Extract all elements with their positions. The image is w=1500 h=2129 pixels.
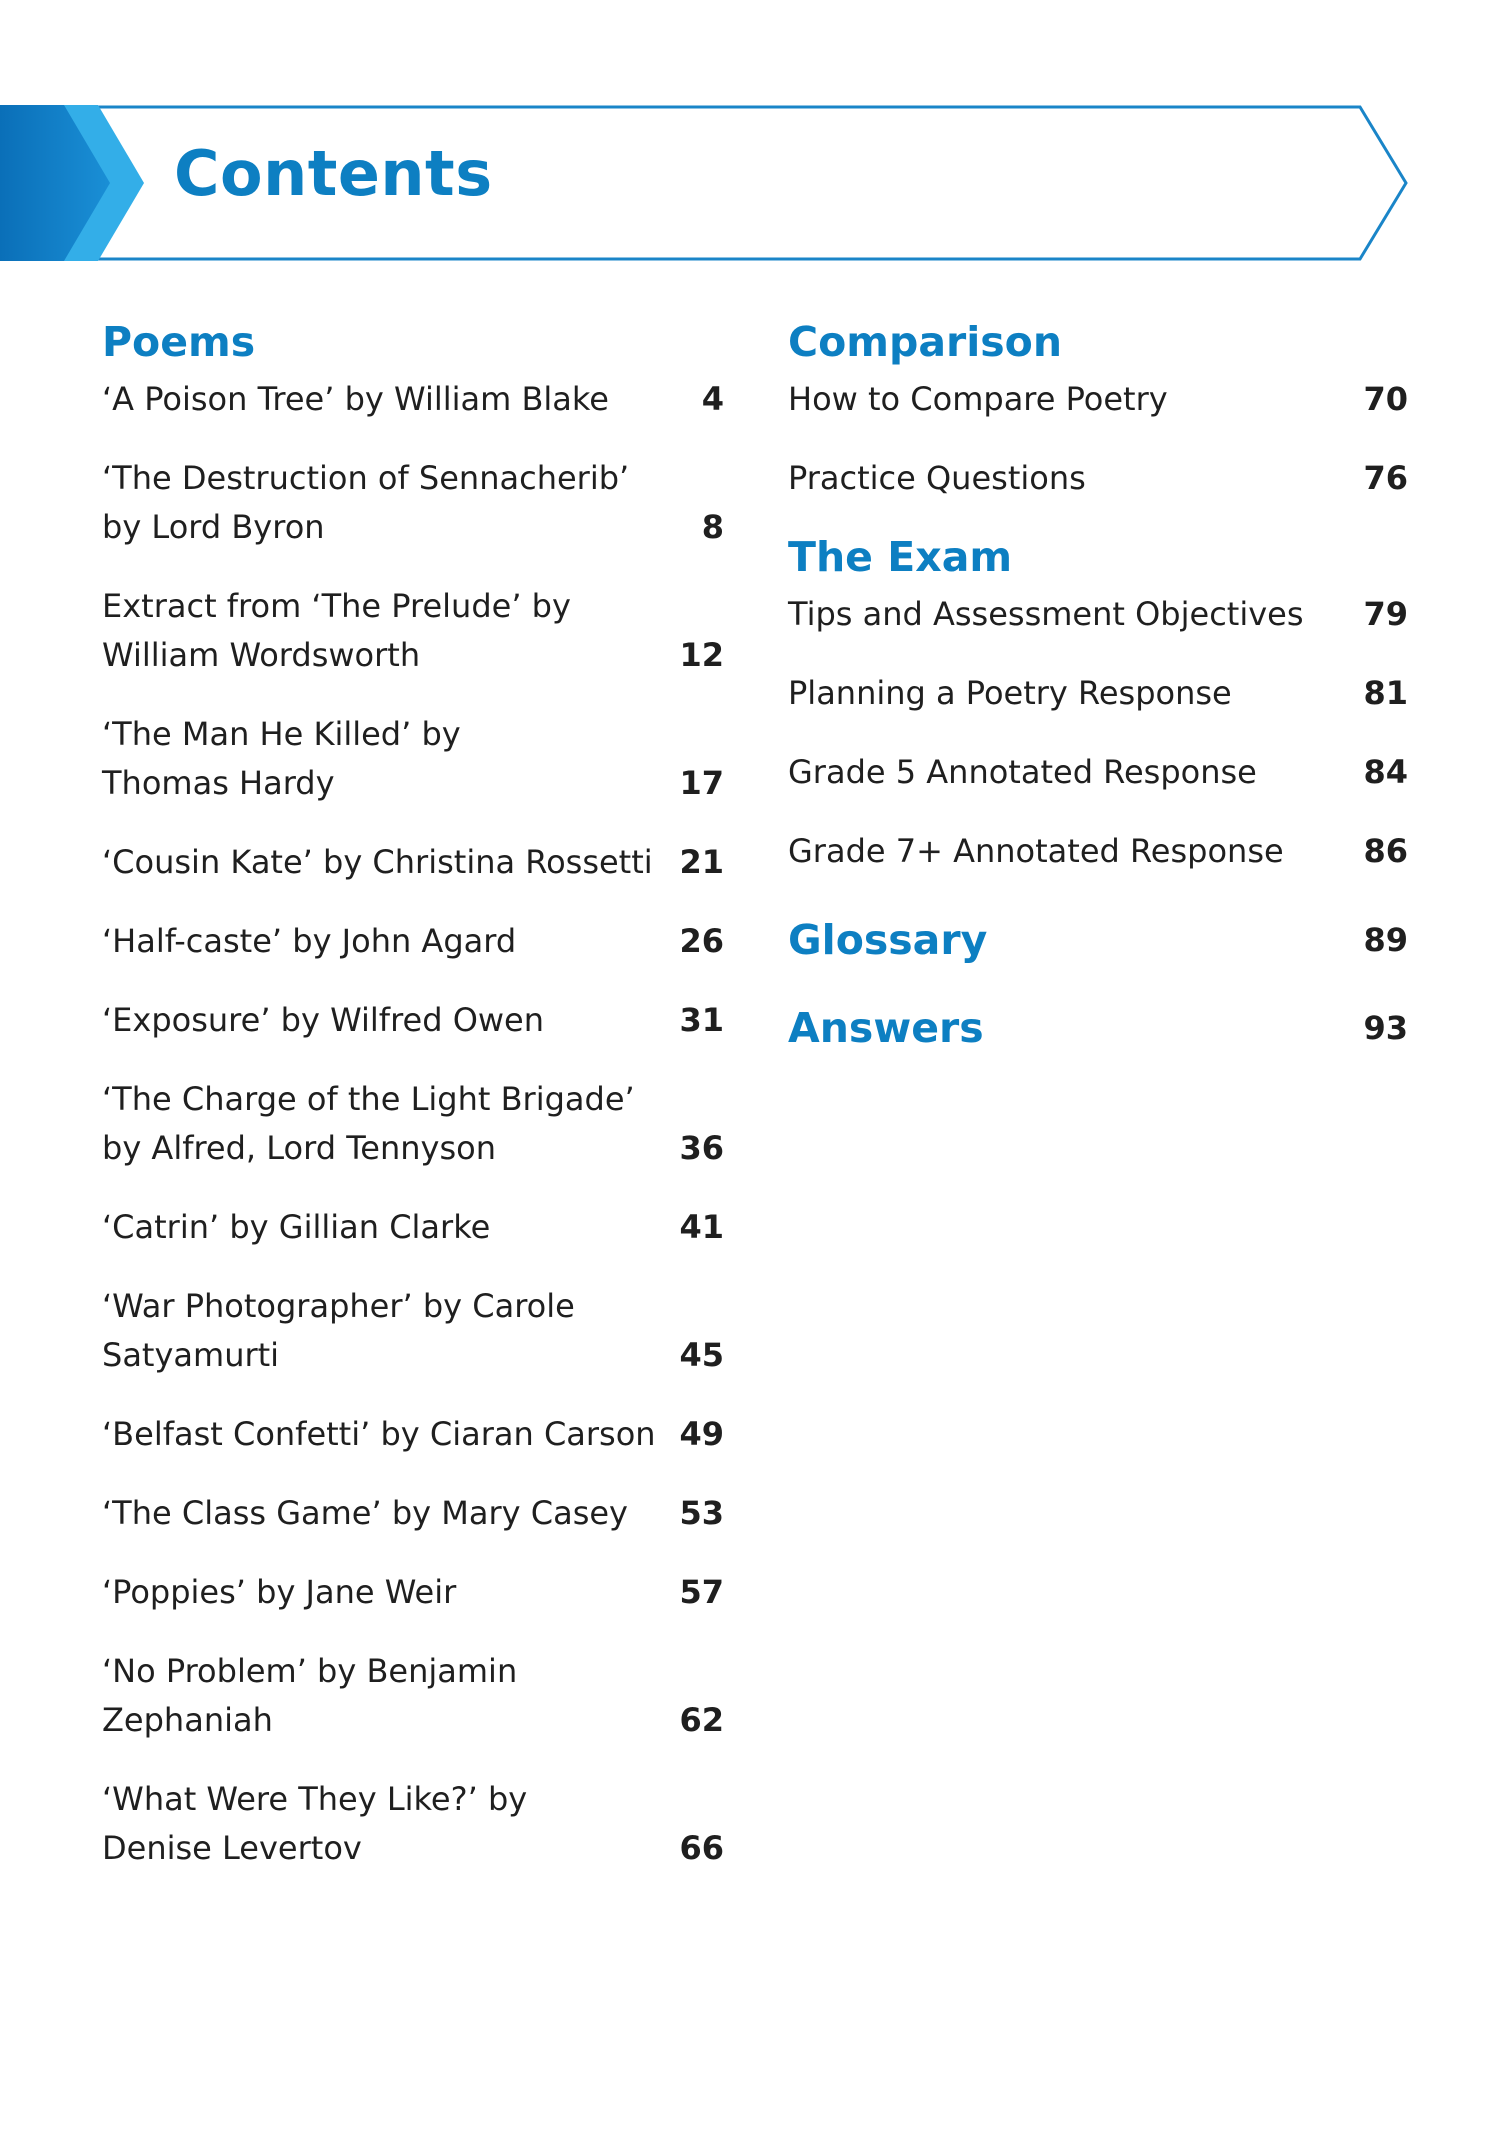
toc-entry-title xyxy=(102,1075,679,1173)
toc-entry-line: Zephaniah xyxy=(102,1701,273,1739)
page-title: Contents xyxy=(174,137,493,210)
toc-entry[interactable] xyxy=(102,454,724,552)
right-column xyxy=(788,318,1408,1052)
toc-entry-line: Practice Questions xyxy=(788,459,1086,497)
toc-entry[interactable] xyxy=(102,1775,724,1873)
toc-page-number: 84 xyxy=(1363,753,1408,791)
exam-list xyxy=(788,590,1408,876)
toc-entry-title xyxy=(788,827,1363,876)
toc-entry-line: Extract from ‘The Prelude’ by xyxy=(102,587,571,625)
toc-entry-title xyxy=(102,582,679,680)
answers-page-number: 93 xyxy=(1363,1009,1408,1047)
toc-entry-line: ‘Cousin Kate’ by Christina Rossetti xyxy=(102,843,653,881)
toc-entry[interactable] xyxy=(102,1489,724,1538)
toc-entry-line: Grade 7+ Annotated Response xyxy=(788,832,1284,870)
toc-page-number: 12 xyxy=(679,636,724,674)
toc-entry[interactable] xyxy=(102,710,724,808)
toc-page-number: 70 xyxy=(1363,380,1408,418)
toc-entry-title xyxy=(102,454,702,552)
toc-page-number: 62 xyxy=(679,1701,724,1739)
toc-entry[interactable] xyxy=(788,748,1408,797)
contents-banner xyxy=(0,105,1410,261)
toc-entry-title xyxy=(102,375,702,424)
toc-entry-title xyxy=(102,1410,679,1459)
toc-page-number: 26 xyxy=(679,922,724,960)
toc-entry-line: ‘What Were They Like?’ by xyxy=(102,1780,528,1818)
toc-entry-line: How to Compare Poetry xyxy=(788,380,1168,418)
toc-page-number: 31 xyxy=(679,1001,724,1039)
glossary-page-number: 89 xyxy=(1363,921,1408,959)
toc-entry-title xyxy=(102,1775,679,1873)
toc-page-number: 8 xyxy=(701,508,724,546)
poems-column xyxy=(102,318,724,1903)
toc-entry-line: William Wordsworth xyxy=(102,636,421,674)
toc-page-number: 66 xyxy=(679,1829,724,1867)
toc-page-number: 4 xyxy=(701,380,724,418)
toc-entry-title xyxy=(102,1282,679,1380)
toc-page-number: 36 xyxy=(679,1129,724,1167)
toc-entry-title xyxy=(102,1647,679,1745)
toc-entry[interactable] xyxy=(102,1410,724,1459)
toc-entry-line: Thomas Hardy xyxy=(102,764,335,802)
toc-entry-line: ‘War Photographer’ by Carole xyxy=(102,1287,575,1325)
toc-page-number: 53 xyxy=(679,1494,724,1532)
toc-entry-line: ‘Catrin’ by Gillian Clarke xyxy=(102,1208,491,1246)
toc-entry-title xyxy=(102,710,679,808)
toc-entry-line: Planning a Poetry Response xyxy=(788,674,1232,712)
answers-heading: Answers xyxy=(788,1004,984,1052)
toc-entry-title xyxy=(102,1203,679,1252)
toc-entry-line: ‘Poppies’ by Jane Weir xyxy=(102,1573,457,1611)
toc-entry[interactable] xyxy=(788,669,1408,718)
toc-entry-line: ‘Belfast Confetti’ by Ciaran Carson xyxy=(102,1415,656,1453)
toc-entry[interactable] xyxy=(788,590,1408,639)
toc-entry-line: ‘The Man He Killed’ by xyxy=(102,715,461,753)
toc-entry-line: ‘The Class Game’ by Mary Casey xyxy=(102,1494,628,1532)
toc-entry-title xyxy=(102,996,679,1045)
toc-entry-title xyxy=(102,917,679,966)
toc-entry[interactable] xyxy=(788,827,1408,876)
toc-entry-line: Tips and Assessment Objectives xyxy=(788,595,1304,633)
comparison-heading: Comparison xyxy=(788,318,1063,366)
toc-page-number: 21 xyxy=(679,843,724,881)
toc-page-number: 86 xyxy=(1363,832,1408,870)
toc-entry[interactable] xyxy=(102,996,724,1045)
glossary-heading: Glossary xyxy=(788,916,988,964)
toc-page-number: 41 xyxy=(679,1208,724,1246)
poems-heading: Poems xyxy=(102,318,256,366)
comparison-list xyxy=(788,375,1408,503)
exam-heading: The Exam xyxy=(788,533,1013,581)
toc-page-number: 81 xyxy=(1363,674,1408,712)
toc-entry[interactable] xyxy=(102,1568,724,1617)
toc-entry[interactable] xyxy=(102,917,724,966)
toc-page-number: 45 xyxy=(679,1336,724,1374)
toc-entry[interactable] xyxy=(102,1203,724,1252)
toc-page-number: 79 xyxy=(1363,595,1408,633)
toc-entry-line: Denise Levertov xyxy=(102,1829,362,1867)
toc-entry[interactable] xyxy=(102,1075,724,1173)
toc-entry[interactable] xyxy=(102,582,724,680)
toc-entry[interactable] xyxy=(102,838,724,887)
toc-page-number: 17 xyxy=(679,764,724,802)
toc-entry[interactable] xyxy=(102,375,724,424)
toc-entry-line: Grade 5 Annotated Response xyxy=(788,753,1257,791)
toc-entry[interactable] xyxy=(788,454,1408,503)
toc-entry-title xyxy=(102,1489,679,1538)
glossary-entry[interactable] xyxy=(788,916,1408,964)
toc-page-number: 76 xyxy=(1363,459,1408,497)
toc-entry[interactable] xyxy=(102,1647,724,1745)
toc-entry-line: ‘Half-caste’ by John Agard xyxy=(102,922,517,960)
toc-entry-line: ‘No Problem’ by Benjamin xyxy=(102,1652,518,1690)
poems-list xyxy=(102,375,724,1873)
toc-entry-title xyxy=(788,748,1363,797)
toc-entry-title xyxy=(102,838,679,887)
toc-entry-title xyxy=(788,669,1363,718)
toc-entry-title xyxy=(788,375,1363,424)
toc-page-number: 57 xyxy=(679,1573,724,1611)
toc-entry-title xyxy=(788,454,1363,503)
toc-page-number: 49 xyxy=(679,1415,724,1453)
toc-entry-line: by Alfred, Lord Tennyson xyxy=(102,1129,497,1167)
toc-entry-title xyxy=(788,590,1363,639)
toc-entry[interactable] xyxy=(788,375,1408,424)
toc-entry-line: Satyamurti xyxy=(102,1336,280,1374)
toc-entry-line: ‘A Poison Tree’ by William Blake xyxy=(102,380,609,418)
toc-entry-line: ‘Exposure’ by Wilfred Owen xyxy=(102,1001,545,1039)
toc-entry-line: by Lord Byron xyxy=(102,508,325,546)
toc-entry-title xyxy=(102,1568,679,1617)
toc-entry-line: ‘The Charge of the Light Brigade’ xyxy=(102,1080,635,1118)
toc-entry[interactable] xyxy=(102,1282,724,1380)
toc-entry-line: ‘The Destruction of Sennacherib’ xyxy=(102,459,630,497)
answers-entry[interactable] xyxy=(788,1004,1408,1052)
